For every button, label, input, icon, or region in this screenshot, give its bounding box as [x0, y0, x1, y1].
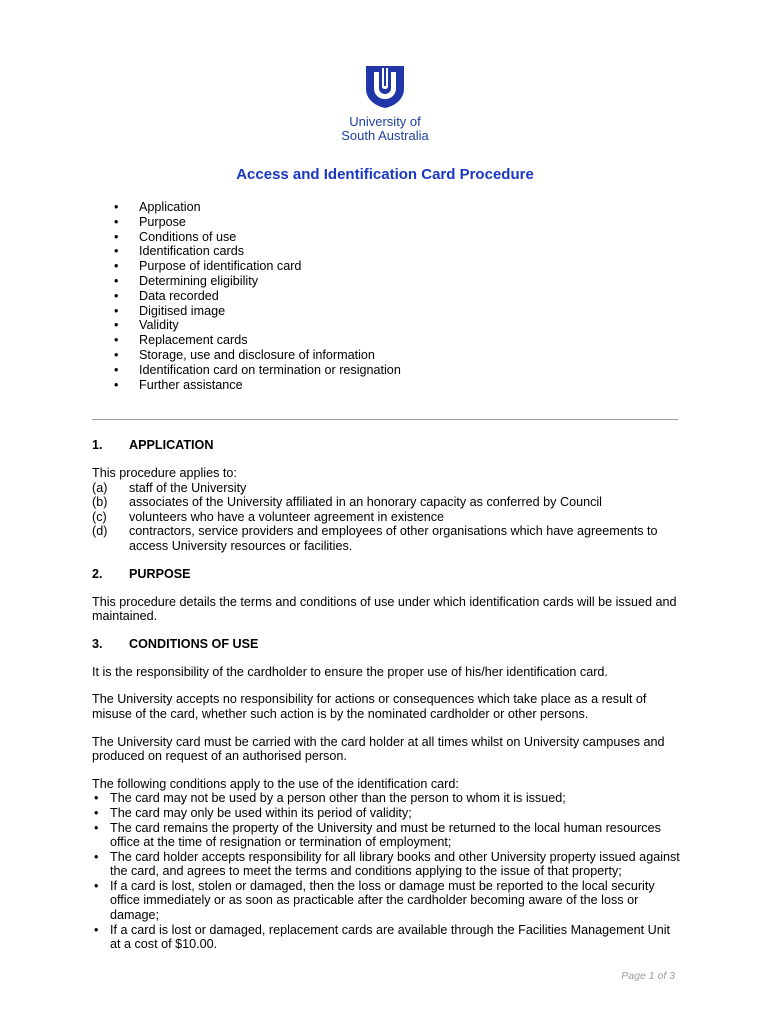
toc-item: • Conditions of use: [110, 230, 401, 245]
page-number: Page 1 of 3: [621, 970, 675, 982]
conditions-list-intro: The following conditions apply to the use of the identification card:: [92, 776, 459, 791]
application-list: [92, 481, 682, 554]
toc-item: • Application: [110, 200, 401, 215]
section-number: 3.: [92, 636, 103, 651]
list-marker: (b): [92, 495, 108, 510]
document-title: Access and Identification Card Procedure: [236, 166, 534, 183]
table-of-contents: [110, 200, 401, 392]
list-text: contractors, service providers and employees of other organisations which have agreements to access University resources or facilities.: [129, 524, 658, 553]
purpose-paragraph: This procedure details the terms and conditions of use under which identification cards will be issued and maintained.: [92, 594, 677, 624]
toc-item: • Determining eligibility: [110, 274, 401, 289]
logo-line-2: South Australia: [341, 128, 429, 143]
list-item: [92, 524, 682, 553]
list-text: volunteers who have a volunteer agreement in existence: [129, 509, 445, 524]
application-intro: This procedure applies to:: [92, 466, 237, 480]
list-item: [92, 481, 682, 496]
list-text: associates of the University affiliated in an honorary capacity as conferred by Council: [129, 495, 602, 510]
toc-item: • Purpose: [110, 215, 401, 230]
toc-item: • Digitised image: [110, 304, 401, 319]
list-item: • If a card is lost, stolen or damaged, then the loss or damage must be reported to the local security office immediately or as soon as practicable after the cardholder becoming aware of the loss or damage;: [92, 879, 682, 923]
list-item: • The card may only be used within its period of validity;: [92, 806, 682, 821]
section-number: 1.: [92, 438, 103, 452]
list-item: [92, 510, 682, 525]
toc-item: • Purpose of identification card: [110, 259, 401, 274]
section-title: APPLICATION: [129, 438, 214, 452]
list-text: staff of the University: [129, 480, 247, 495]
horizontal-divider: [92, 419, 678, 420]
list-marker: (a): [92, 480, 108, 495]
toc-item: • Validity: [110, 318, 401, 333]
logo-line-1: University of: [349, 114, 421, 129]
section-heading-application: [92, 438, 682, 453]
university-logo: [320, 65, 450, 143]
section-title: CONDITIONS OF USE: [129, 636, 259, 651]
conditions-paragraph: It is the responsibility of the cardholder to ensure the proper use of his/her identification card.: [92, 664, 608, 679]
section-title: PURPOSE: [129, 566, 191, 581]
list-item: [92, 495, 682, 510]
list-marker: (c): [92, 509, 107, 524]
university-logo-text: [320, 115, 450, 143]
list-item: • If a card is lost or damaged, replacement cards are available through the Facilities Management Unit at a cost of $10.00.: [92, 923, 682, 952]
list-marker: (d): [92, 524, 108, 539]
toc-item: • Identification card on termination or resignation: [110, 363, 401, 378]
conditions-paragraph: The University card must be carried with the card holder at all times whilst on University campuses and produced on request of an authorised person.: [92, 734, 665, 764]
section-number: 2.: [92, 566, 103, 581]
list-item: • The card remains the property of the University and must be returned to the local human resources office at the time of resignation or termination of employment;: [92, 821, 682, 850]
toc-item: • Replacement cards: [110, 333, 401, 348]
section-heading-conditions: [92, 637, 682, 652]
list-item: • The card may not be used by a person other than the person to whom it is issued;: [92, 791, 682, 806]
list-item: • The card holder accepts responsibility for all library books and other University property issued against the card, and agrees to meet the terms and conditions applying to the issue of that property;: [92, 850, 682, 879]
university-shield-icon: [365, 65, 405, 109]
toc-item: • Storage, use and disclosure of information: [110, 348, 401, 363]
section-heading-purpose: [92, 567, 682, 582]
conditions-paragraph: The University accepts no responsibility for actions or consequences which take place as a result of misuse of the card, whether such action is by the nominated cardholder or other persons.: [92, 692, 647, 721]
toc-item: • Further assistance: [110, 378, 401, 393]
document-body: [92, 438, 682, 952]
toc-item: • Identification cards: [110, 244, 401, 259]
conditions-list: [92, 791, 682, 952]
toc-item: • Data recorded: [110, 289, 401, 304]
